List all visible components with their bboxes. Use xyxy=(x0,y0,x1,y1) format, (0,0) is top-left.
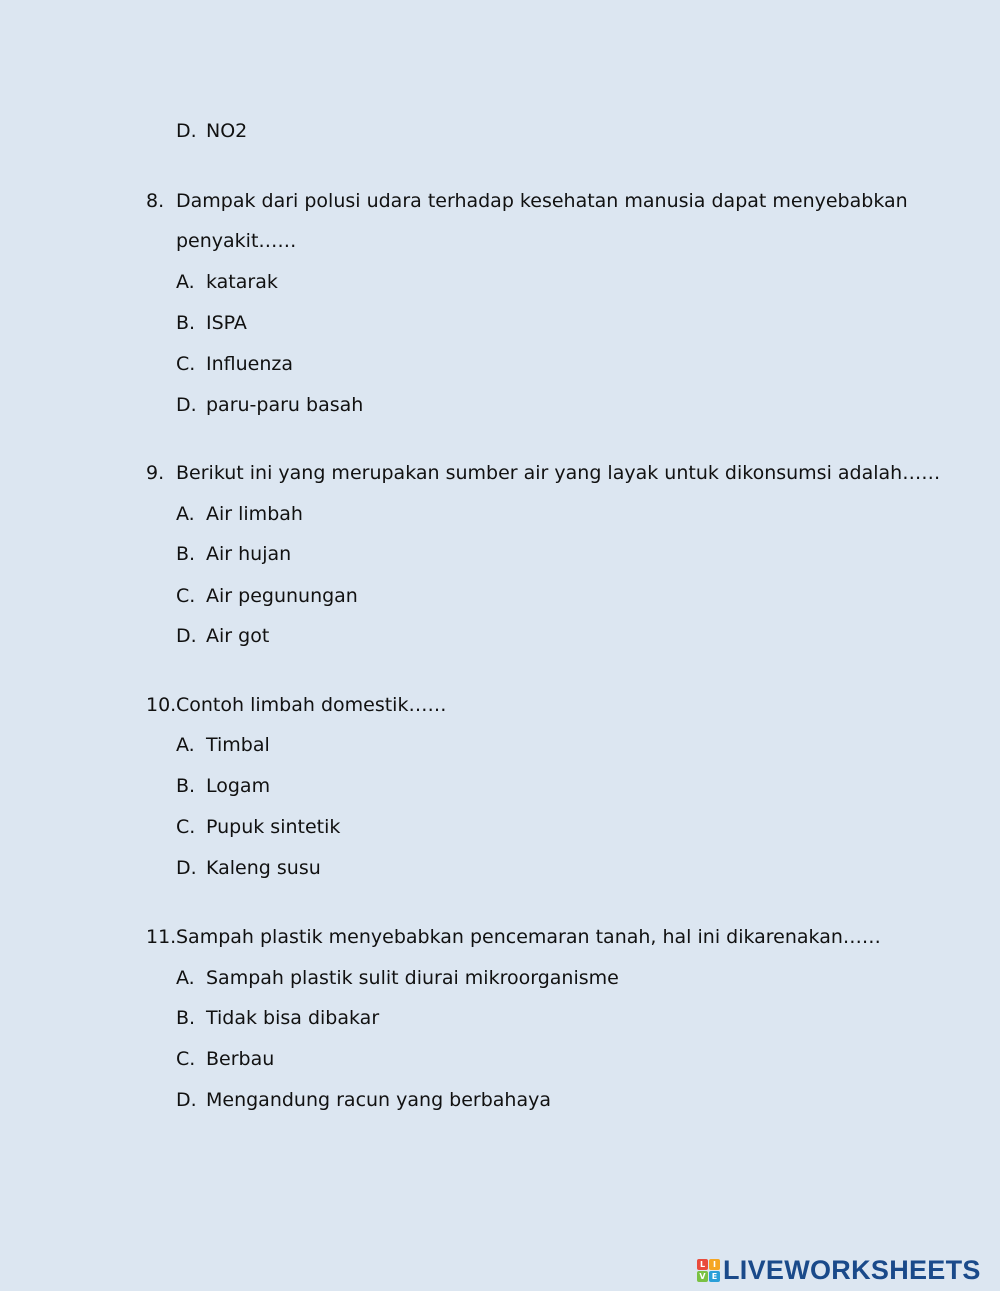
option-letter: A. xyxy=(176,734,195,756)
option-b[interactable]: Logam xyxy=(206,775,271,797)
logo-mark-letter: V xyxy=(697,1271,708,1282)
option-a[interactable]: Air limbah xyxy=(206,503,303,525)
option-c[interactable]: Influenza xyxy=(206,353,294,375)
question-text-line2: penyakit…… xyxy=(176,230,297,252)
option-letter: B. xyxy=(176,312,196,334)
question-text: Berikut ini yang merupakan sumber air yang layak untuk dikonsumsi adalah…… xyxy=(176,462,941,484)
logo-mark-letter: E xyxy=(709,1271,720,1282)
option-d[interactable]: Air got xyxy=(206,625,270,647)
logo-mark-icon xyxy=(697,1259,720,1282)
option-text: NO2 xyxy=(206,120,248,142)
logo-mark-letter: L xyxy=(697,1259,708,1270)
option-d[interactable]: Kaleng susu xyxy=(206,857,321,879)
option-letter: B. xyxy=(176,543,196,565)
option-letter: D. xyxy=(176,857,197,879)
option-letter: D. xyxy=(176,394,197,416)
option-d[interactable]: paru-paru basah xyxy=(206,394,364,416)
option-c[interactable]: Air pegunungan xyxy=(206,585,358,607)
logo-text: LIVEWORKSHEETS xyxy=(723,1254,981,1285)
option-d[interactable]: Mengandung racun yang berbahaya xyxy=(206,1089,552,1111)
question-number: 8. xyxy=(146,190,165,212)
option-a[interactable]: Sampah plastik sulit diurai mikroorganisme xyxy=(206,967,619,989)
question-number: 11. xyxy=(146,926,177,948)
option-b[interactable]: ISPA xyxy=(206,312,247,334)
option-a[interactable]: Timbal xyxy=(206,734,270,756)
option-letter: B. xyxy=(176,775,196,797)
option-letter: B. xyxy=(176,1007,196,1029)
option-b[interactable]: Air hujan xyxy=(206,543,292,565)
question-number: 10. xyxy=(146,694,177,716)
question-number: 9. xyxy=(146,462,165,484)
option-letter: C. xyxy=(176,1048,196,1070)
option-letter: C. xyxy=(176,816,196,838)
option-letter: A. xyxy=(176,271,195,293)
logo-mark-letter: I xyxy=(709,1259,720,1270)
option-letter: C. xyxy=(176,585,196,607)
option-letter: D. xyxy=(176,1089,197,1111)
question-text: Sampah plastik menyebabkan pencemaran tanah, hal ini dikarenakan…… xyxy=(176,926,881,948)
option-b[interactable]: Tidak bisa dibakar xyxy=(206,1007,380,1029)
option-letter: D. xyxy=(176,625,197,647)
option-letter: A. xyxy=(176,967,195,989)
question-text: Contoh limbah domestik…… xyxy=(176,694,447,716)
option-letter: A. xyxy=(176,503,195,525)
liveworksheets-logo xyxy=(697,1256,981,1284)
option-c[interactable]: Pupuk sintetik xyxy=(206,816,341,838)
question-text-line1: Dampak dari polusi udara terhadap kesehatan manusia dapat menyebabkan xyxy=(176,190,908,212)
option-c[interactable]: Berbau xyxy=(206,1048,275,1070)
option-letter: C. xyxy=(176,353,196,375)
option-a[interactable]: katarak xyxy=(206,271,278,293)
option-letter: D. xyxy=(176,120,197,142)
